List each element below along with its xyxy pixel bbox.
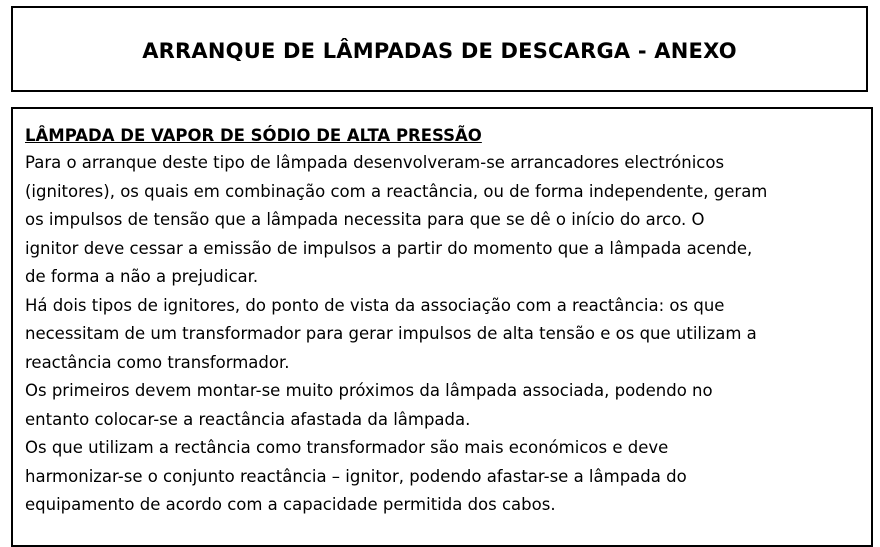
section-heading: LÂMPADA DE VAPOR DE SÓDIO DE ALTA PRESSÃO — [25, 126, 482, 145]
text-line: Para o arranque deste tipo de lâmpada desenvolveram-se arrancadores electrónicos — [25, 153, 725, 172]
text-line: os impulsos de tensão que a lâmpada necessita para que se dê o início do arco. O — [25, 210, 705, 229]
title-box — [11, 6, 868, 92]
paragraph-ignitor-types — [25, 292, 863, 378]
paragraph-second-type — [25, 434, 863, 520]
text-line: harmonizar-se o conjunto reactância – ignitor, podendo afastar-se a lâmpada do — [25, 466, 687, 486]
text-line: necessitam de um transformador para gerar impulsos de alta tensão e os que utilizam a — [25, 324, 757, 343]
text-line: (ignitores), os quais em combinação com a reactância, ou de forma independente, geram — [25, 181, 768, 201]
text-line: equipamento de acordo com a capacidade permitida dos cabos. — [25, 495, 556, 514]
page-title: ARRANQUE DE LÂMPADAS DE DESCARGA - ANEXO — [142, 39, 737, 63]
text-line: Os primeiros devem montar-se muito próximos da lâmpada associada, podendo no — [25, 381, 713, 400]
content-box — [11, 107, 873, 547]
text-line: Há dois tipos de ignitores, do ponto de vista da associação com a reactância: os que — [25, 295, 725, 315]
paragraph-ignitors-intro — [25, 149, 863, 292]
text-line: ignitor deve cessar a emissão de impulsos a partir do momento que a lâmpada acende, — [25, 238, 753, 258]
text-line: entanto colocar-se a reactância afastada da lâmpada. — [25, 409, 471, 429]
text-line: de forma a não a prejudicar. — [25, 267, 259, 286]
text-line: reactância como transformador. — [25, 352, 290, 372]
paragraph-first-type — [25, 377, 863, 434]
text-line: Os que utilizam a rectância como transformador são mais económicos e deve — [25, 438, 669, 457]
